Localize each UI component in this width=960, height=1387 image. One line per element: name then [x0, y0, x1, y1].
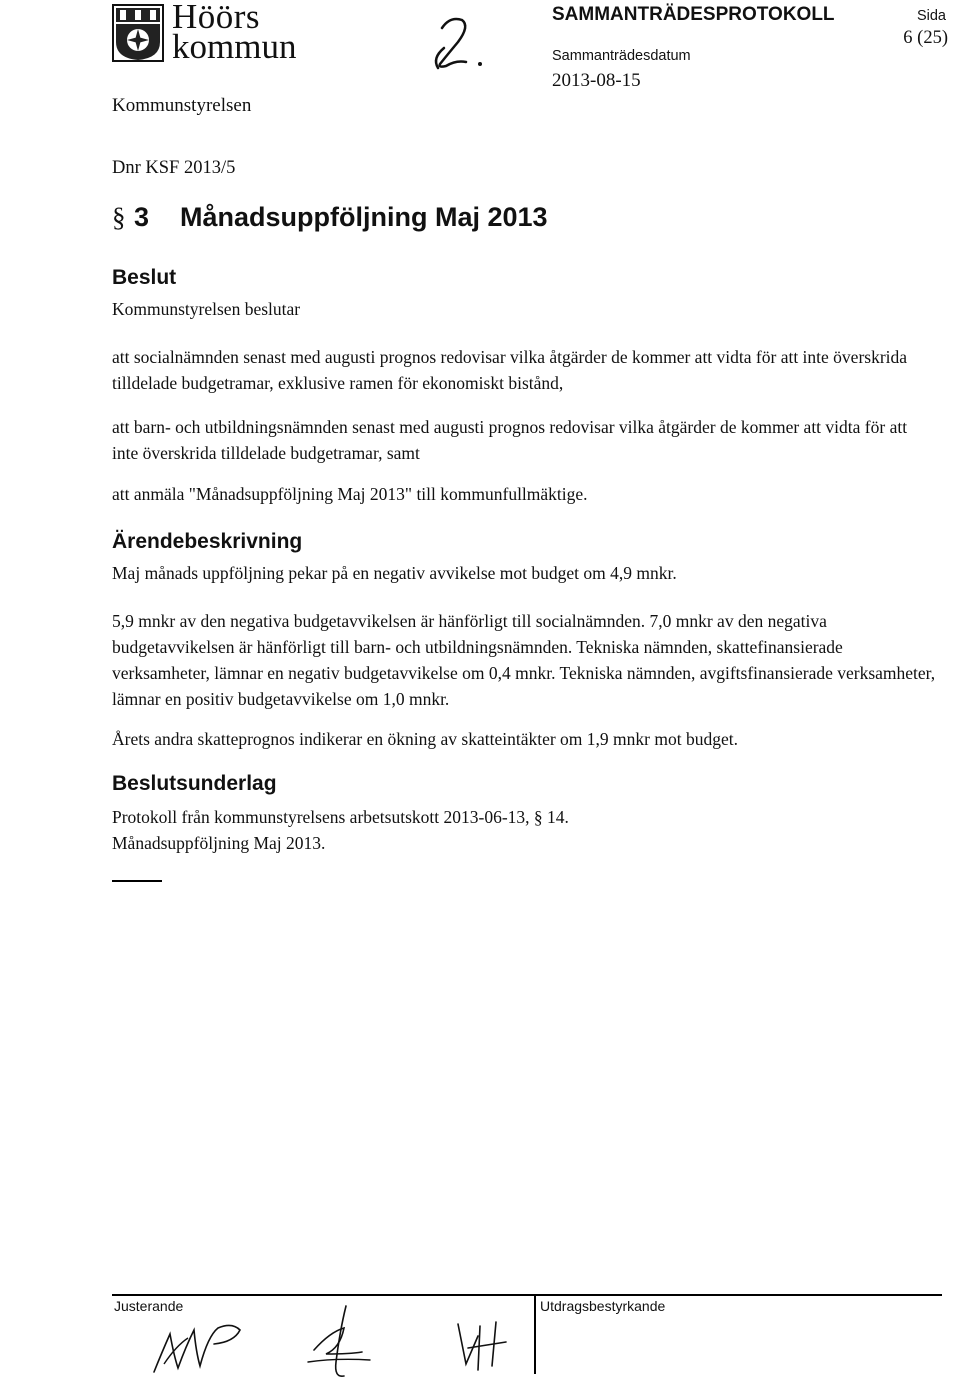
signature-2: [300, 1302, 380, 1384]
page-label: Sida: [916, 8, 946, 24]
paragraph-number: 3: [134, 202, 150, 232]
municipality-name-line1: Höörs: [172, 0, 261, 36]
footer-divider: [534, 1294, 536, 1374]
meeting-date-label: Sammanträdesdatum: [552, 48, 691, 64]
underlag-line-1: Protokoll från kommunstyrelsens arbetsutskott 2013-06-13, § 14.: [112, 807, 569, 827]
beslut-intro: Kommunstyrelsen beslutar: [112, 299, 301, 319]
signature-1: [148, 1316, 258, 1382]
arende-heading: Ärendebeskrivning: [112, 530, 303, 553]
beslut-item-3: att anmäla "Månadsuppföljning Maj 2013" till kommunfullmäktige.: [112, 484, 588, 504]
arende-paragraph-3: Årets andra skatteprognos indikerar en ökning av skatteintäkter om 1,9 mnkr mot budget.: [112, 729, 738, 749]
paragraph-heading: [112, 202, 548, 233]
justerande-label: Justerande: [114, 1298, 184, 1314]
beslut-item-2: att barn- och utbildningsnämnden senast med augusti prognos redovisar vilka åtgärder de kommer att vidta för att inte överskrida tilldelade budgetramar, samt: [112, 417, 908, 463]
paragraph-symbol: §: [112, 202, 126, 232]
paragraph-title: Månadsuppföljning Maj 2013: [180, 202, 548, 232]
case-number: Dnr KSF 2013/5: [112, 158, 236, 178]
utdragsbestyrkande-label: Utdragsbestyrkande: [540, 1298, 666, 1314]
department-name: Kommunstyrelsen: [112, 95, 252, 116]
underlag-heading: Beslutsunderlag: [112, 772, 277, 795]
beslut-heading: Beslut: [112, 266, 177, 289]
underlag-line-2: Månadsuppföljning Maj 2013.: [112, 833, 326, 853]
beslut-item-1: att socialnämnden senast med augusti prognos redovisar vilka åtgärder de kommer att vidta för att inte överskrida tilldelade budgetramar, exklusive ramen för ekonomiskt bistånd,: [112, 347, 908, 393]
section-end-rule: [112, 880, 162, 882]
protocol-title: SAMMANTRÄDESPROTOKOLL: [552, 4, 835, 25]
handwritten-item-number: [428, 14, 498, 74]
footer-rule: [112, 1294, 942, 1296]
page-number: 6 (25): [903, 28, 948, 48]
signature-3: [452, 1316, 512, 1378]
arende-paragraph-2: 5,9 mnkr av den negativa budgetavvikelsen är hänförligt till socialnämnden. 7,0 mnkr av den negativa budgetavvikelsen är hänförligt till barn- och utbildningsnämnden. Tekniska nämnden, skattefinansierade verksamheter, lämnar en negativ budgetavvikelse om 0,4 mnkr. Tekniska nämnden, avgiftsfinansierade verksamheter, lämnar en positiv budgetavvikelse om 1,0 mnkr.: [112, 611, 936, 709]
municipality-name-line2: kommun: [172, 27, 297, 66]
arende-paragraph-1: Maj månads uppföljning pekar på en negativ avvikelse mot budget om 4,9 mnkr.: [112, 563, 677, 583]
meeting-date-value: 2013-08-15: [552, 70, 641, 91]
municipality-logo-icon: [112, 4, 164, 62]
